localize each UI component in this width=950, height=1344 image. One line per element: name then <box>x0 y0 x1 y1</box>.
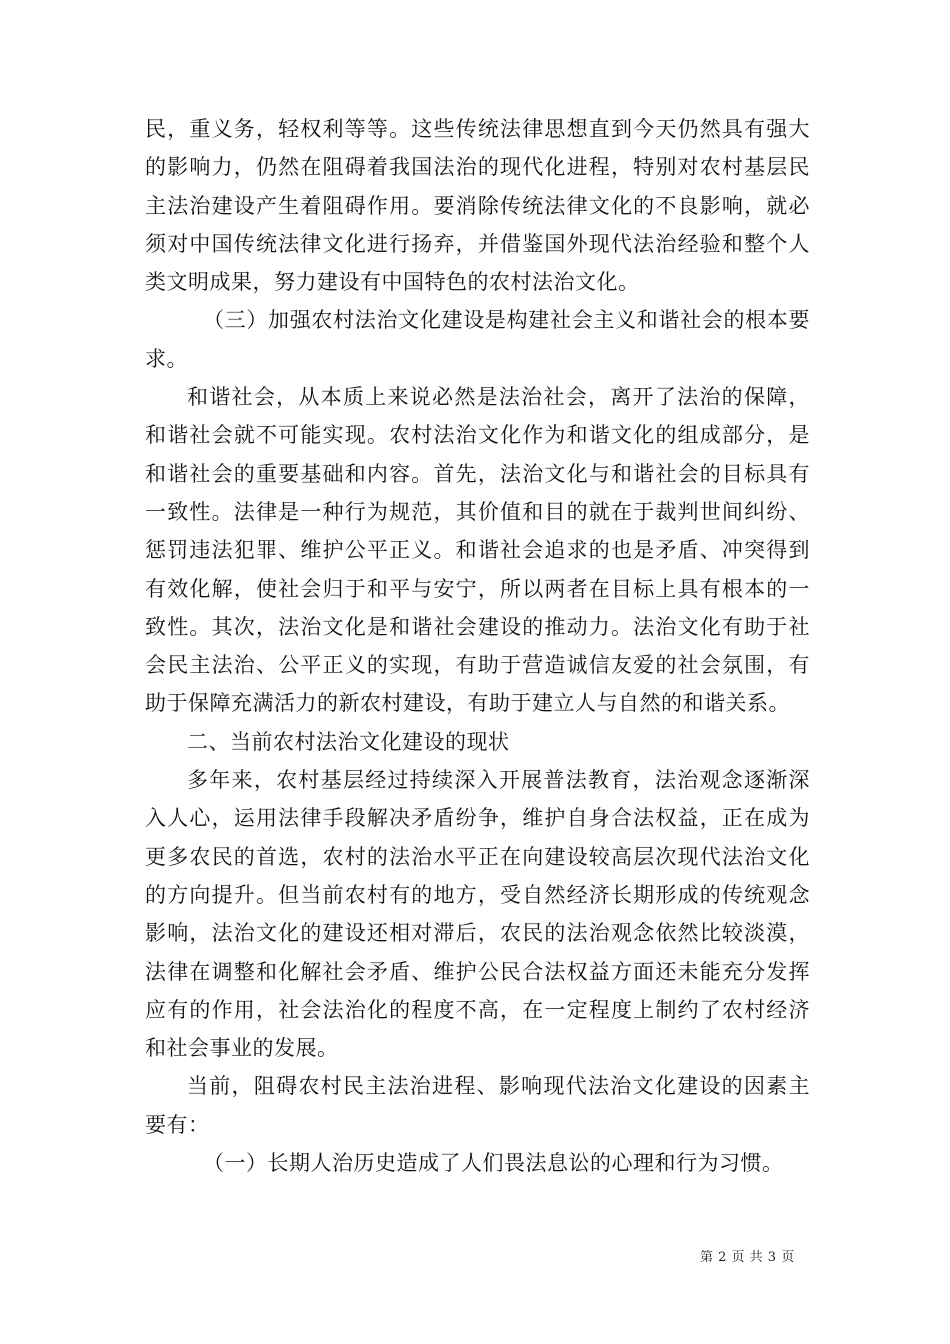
document-body <box>145 110 810 1182</box>
paragraph-harmony-society: 和谐社会，从本质上来说必然是法治社会，离开了法治的保障，和谐社会就不可能实现。农村法治文化作为和谐文化的组成部分，是和谐社会的重要基础和内容。首先，法治文化与和谐社会的目标具有一致性。法律是一种行为规范，其价值和目的就在于裁判世间纠纷、惩罚违法犯罪、维护公平正义。和谐社会追求的也是矛盾、冲突得到有效化解，使社会归于和平与安宁，所以两者在目标上具有根本的一致性。其次，法治文化是和谐社会建设的推动力。法治文化有助于社会民主法治、公平正义的实现，有助于营造诚信友爱的社会氛围，有助于保障充满活力的新农村建设，有助于建立人与自然的和谐关系。 <box>145 385 810 716</box>
paragraph-factors-intro: 当前，阻碍农村民主法治进程、影响现代法治文化建设的因素主要有： <box>145 1074 810 1137</box>
paragraph-current-status: 多年来，农村基层经过持续深入开展普法教育，法治观念逐渐深入人心，运用法律手段解决矛盾纷争，维护自身合法权益，正在成为更多农民的首选，农村的法治水平正在向建设较高层次现代法治文化的方向提升。但当前农村有的地方，受自然经济长期形成的传统观念影响，法治文化的建设还相对滞后，农民的法治观念依然比较淡漠，法律在调整和化解社会矛盾、维护公民合法权益方面还未能充分发挥应有的作用，社会法治化的程度不高，在一定程度上制约了农村经济和社会事业的发展。 <box>145 768 810 1061</box>
section-heading-3: （三）加强农村法治文化建设是构建社会主义和谐社会的根本要求。 <box>145 308 810 371</box>
section-heading-1: （一）长期人治历史造成了人们畏法息讼的心理和行为习惯。 <box>203 1151 784 1176</box>
chapter-heading-2: 二、当前农村法治文化建设的现状 <box>187 729 510 754</box>
page-number-footer: 第 2 页 共 3 页 <box>700 1250 795 1265</box>
paragraph-continuation: 民，重义务，轻权利等等。这些传统法律思想直到今天仍然具有强大的影响力，仍然在阻碍着我国法治的现代化进程，特别对农村基层民主法治建设产生着阻碍作用。要消除传统法律文化的不良影响，就必须对中国传统法律文化进行扬弃，并借鉴国外现代法治经验和整个人类文明成果，努力建设有中国特色的农村法治文化。 <box>145 117 810 295</box>
